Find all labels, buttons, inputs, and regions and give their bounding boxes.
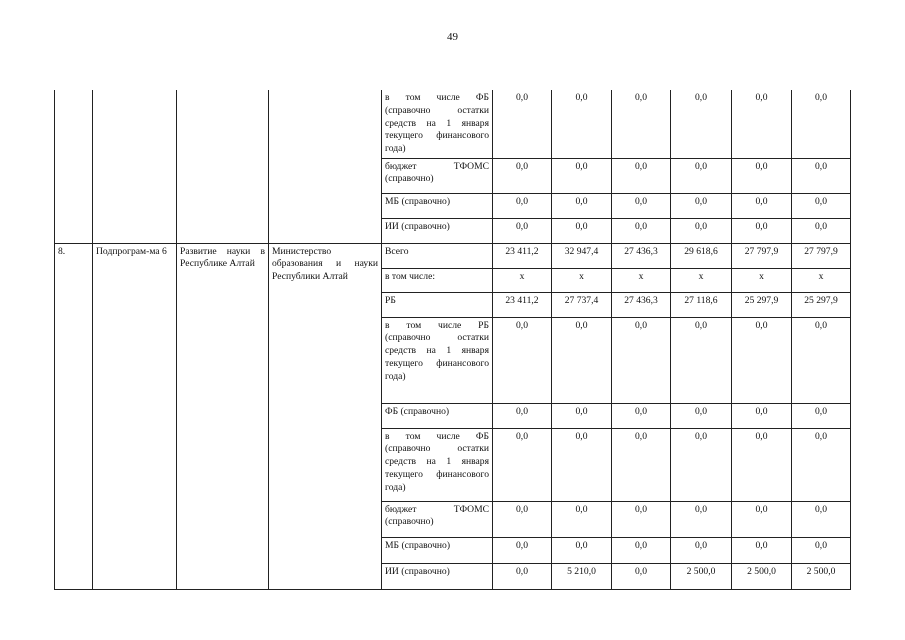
source-cell: РБ — [382, 292, 493, 317]
value-cell: 0,0 — [612, 90, 671, 158]
value-cell: 27 797,9 — [732, 243, 792, 268]
value-cell: 0,0 — [732, 428, 792, 501]
value-cell: 0,0 — [671, 158, 732, 193]
name-cell — [93, 90, 177, 243]
value-cell: 0,0 — [493, 158, 552, 193]
value-cell: 0,0 — [732, 317, 792, 403]
value-cell: 0,0 — [552, 193, 612, 218]
value-cell: х — [671, 268, 732, 292]
funding-table — [54, 90, 851, 590]
value-cell: 0,0 — [552, 428, 612, 501]
value-cell: 0,0 — [552, 158, 612, 193]
table-row — [55, 243, 851, 268]
value-cell: 32 947,4 — [552, 243, 612, 268]
value-cell: 25 297,9 — [792, 292, 851, 317]
value-cell: 27 436,3 — [612, 292, 671, 317]
value-cell: 0,0 — [493, 403, 552, 428]
value-cell: 23 411,2 — [493, 292, 552, 317]
page-number: 49 — [447, 31, 458, 43]
value-cell: 0,0 — [671, 403, 732, 428]
source-cell: в том числе: — [382, 268, 493, 292]
subprogram-executor: Министерство образования и науки Республики Алтай — [269, 243, 382, 589]
value-cell: 0,0 — [612, 218, 671, 243]
value-cell: 0,0 — [552, 537, 612, 563]
value-cell: 0,0 — [612, 193, 671, 218]
value-cell: 0,0 — [671, 90, 732, 158]
source-cell: бюджет ТФОМС (справочно) — [382, 158, 493, 193]
value-cell: 0,0 — [671, 501, 732, 537]
value-cell: 29 618,6 — [671, 243, 732, 268]
subprogram-number: 8. — [55, 243, 93, 589]
value-cell: х — [612, 268, 671, 292]
value-cell: 0,0 — [792, 317, 851, 403]
value-cell: 0,0 — [732, 90, 792, 158]
subprogram-name: Подпрограм-ма 6 — [93, 243, 177, 589]
value-cell: 27 737,4 — [552, 292, 612, 317]
value-cell: х — [552, 268, 612, 292]
value-cell: 0,0 — [552, 317, 612, 403]
value-cell: 0,0 — [493, 501, 552, 537]
number-cell — [55, 90, 93, 243]
value-cell: 2 500,0 — [792, 563, 851, 589]
value-cell: 0,0 — [732, 193, 792, 218]
value-cell: 0,0 — [612, 537, 671, 563]
value-cell: 0,0 — [792, 537, 851, 563]
value-cell: 0,0 — [792, 90, 851, 158]
value-cell: 0,0 — [612, 317, 671, 403]
value-cell: 0,0 — [792, 428, 851, 501]
value-cell: 0,0 — [612, 158, 671, 193]
value-cell: 27 118,6 — [671, 292, 732, 317]
executor-cell — [269, 90, 382, 243]
value-cell: 0,0 — [792, 501, 851, 537]
value-cell: 0,0 — [732, 403, 792, 428]
value-cell: 25 297,9 — [732, 292, 792, 317]
value-cell: 23 411,2 — [493, 243, 552, 268]
value-cell: 0,0 — [612, 428, 671, 501]
value-cell: 0,0 — [493, 563, 552, 589]
value-cell: х — [493, 268, 552, 292]
value-cell: 2 500,0 — [732, 563, 792, 589]
source-cell: бюджет ТФОМС (справочно) — [382, 501, 493, 537]
value-cell: 0,0 — [671, 218, 732, 243]
value-cell: 0,0 — [493, 90, 552, 158]
value-cell: 0,0 — [612, 563, 671, 589]
source-cell: МБ (справочно) — [382, 193, 493, 218]
value-cell: 0,0 — [552, 218, 612, 243]
value-cell: х — [792, 268, 851, 292]
value-cell: 0,0 — [792, 218, 851, 243]
value-cell: 0,0 — [552, 90, 612, 158]
source-cell: МБ (справочно) — [382, 537, 493, 563]
value-cell: 27 797,9 — [792, 243, 851, 268]
value-cell: 0,0 — [612, 501, 671, 537]
value-cell: 0,0 — [732, 537, 792, 563]
value-cell: 0,0 — [732, 501, 792, 537]
value-cell: 0,0 — [732, 218, 792, 243]
value-cell: 0,0 — [493, 193, 552, 218]
value-cell: х — [732, 268, 792, 292]
source-cell: в том числе РБ (справочно остатки средств на 1 января текущего финансового года) — [382, 317, 493, 403]
value-cell: 0,0 — [732, 158, 792, 193]
value-cell: 0,0 — [671, 428, 732, 501]
value-cell: 0,0 — [671, 193, 732, 218]
table-row — [55, 90, 851, 158]
source-cell: ИИ (справочно) — [382, 218, 493, 243]
value-cell: 0,0 — [792, 193, 851, 218]
source-cell: в том числе ФБ (справочно остатки средств на 1 января текущего финансового года) — [382, 428, 493, 501]
title-cell — [177, 90, 269, 243]
value-cell: 2 500,0 — [671, 563, 732, 589]
value-cell: 0,0 — [792, 158, 851, 193]
value-cell: 0,0 — [552, 403, 612, 428]
value-cell: 0,0 — [552, 501, 612, 537]
subprogram-title: Развитие науки в Республике Алтай — [177, 243, 269, 589]
value-cell: 27 436,3 — [612, 243, 671, 268]
source-cell: ИИ (справочно) — [382, 563, 493, 589]
value-cell: 0,0 — [671, 317, 732, 403]
value-cell: 0,0 — [792, 403, 851, 428]
value-cell: 5 210,0 — [552, 563, 612, 589]
value-cell: 0,0 — [493, 218, 552, 243]
source-cell: в том числе ФБ (справочно остатки средств на 1 января текущего финансового года) — [382, 90, 493, 158]
source-cell: Всего — [382, 243, 493, 268]
value-cell: 0,0 — [493, 428, 552, 501]
value-cell: 0,0 — [493, 537, 552, 563]
source-cell: ФБ (справочно) — [382, 403, 493, 428]
value-cell: 0,0 — [493, 317, 552, 403]
value-cell: 0,0 — [612, 403, 671, 428]
value-cell: 0,0 — [671, 537, 732, 563]
